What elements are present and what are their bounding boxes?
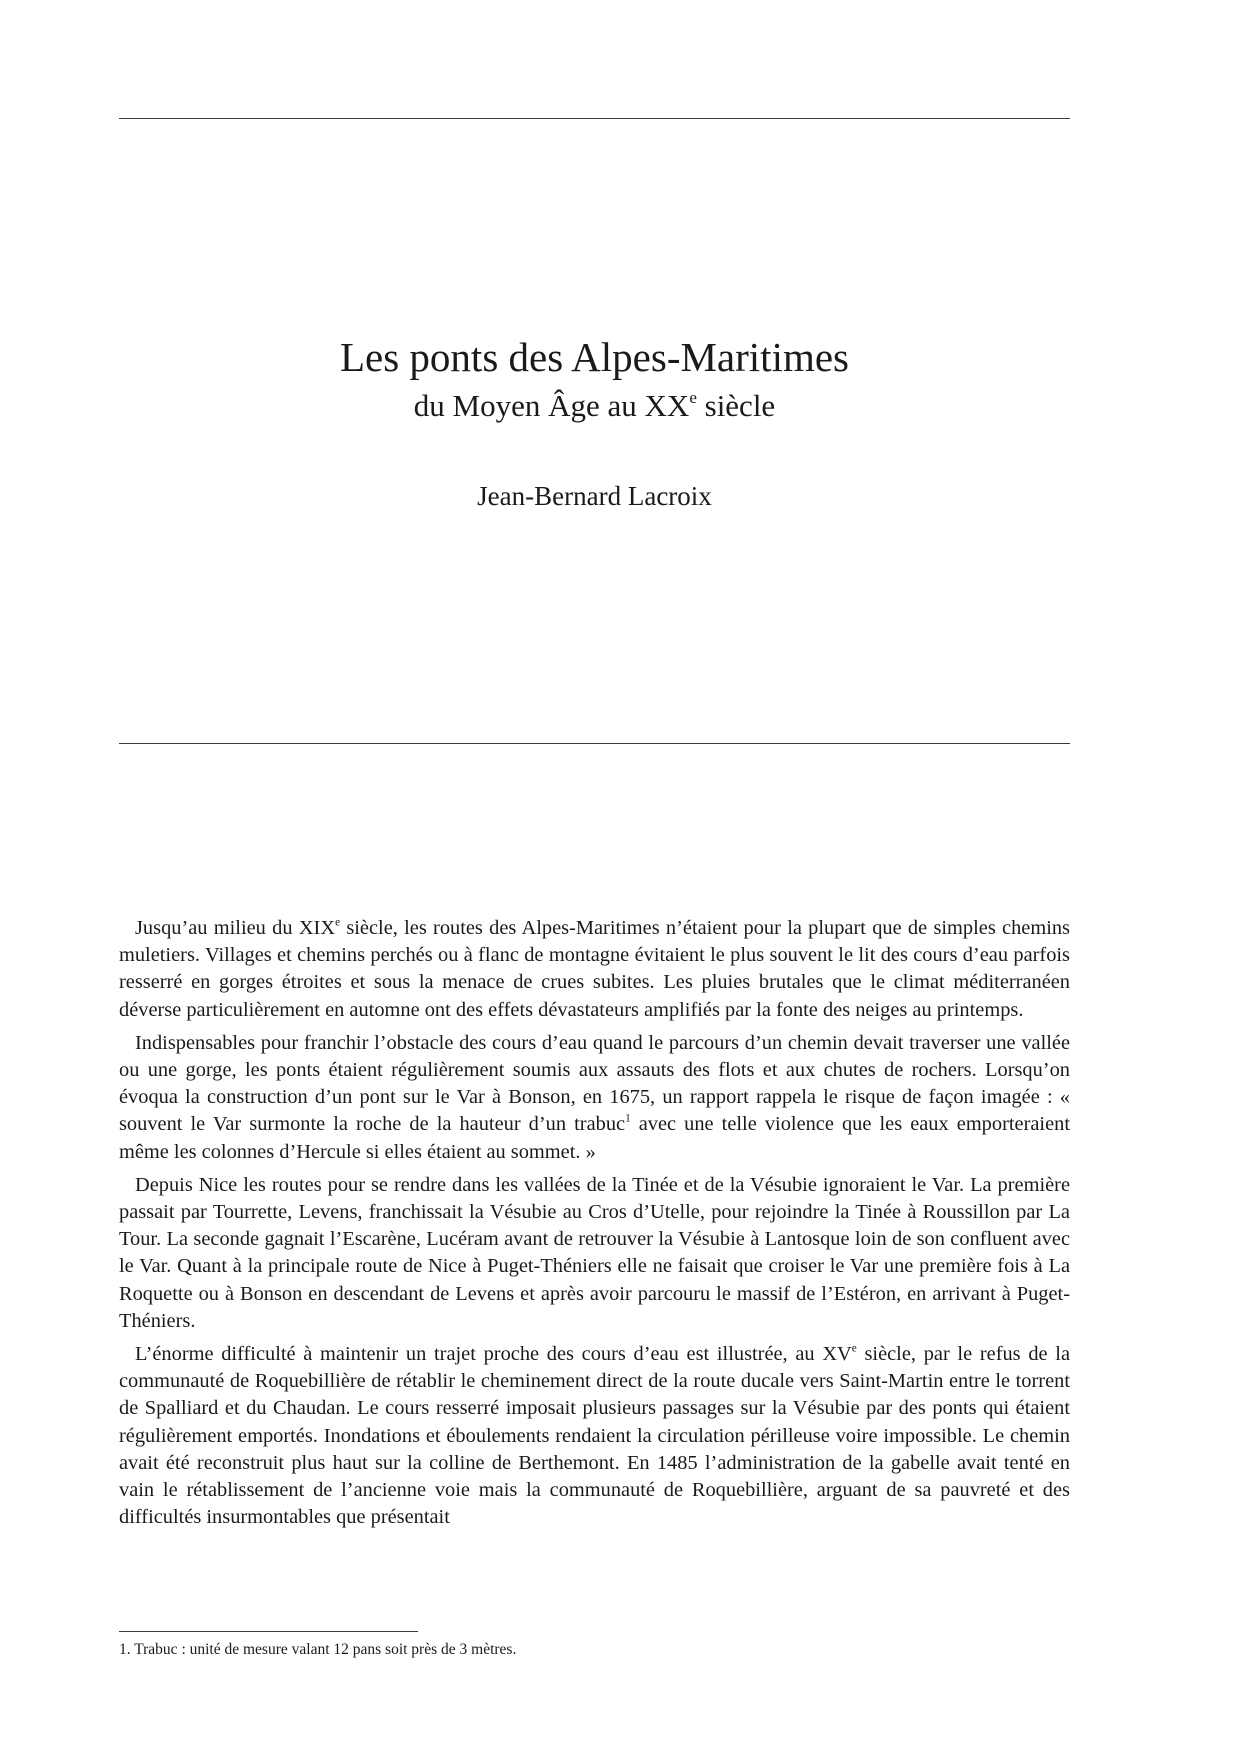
paragraph-2-text: Indispensables pour franchir l’obstacle des cours d’eau quand le parcours d’un chemin devait traverser une vallée ou une gorge, les ponts étaient régulièrement soumis aux assauts des flots et aux chutes de rochers. Lorsqu’on évoqua la construction d’un pont sur le Var à Bonson, en 1675, un rapport rappela le risque de façon imagée : « souvent le Var surmonte la roche de la hauteur d’un trabuc [119, 1031, 1070, 1136]
paragraph-1-text: Jusqu’au milieu du XIX [135, 917, 336, 939]
article-body [119, 915, 1070, 1537]
footnote-rule [119, 1631, 418, 1632]
century-superscript: e [335, 916, 341, 929]
paragraph-3: Depuis Nice les routes pour se rendre dans les vallées de la Tinée et de la Vésubie ignoraient le Var. La première passait par Tourrette, Levens, franchissait la Vésubie au Cros d’Utelle, pour rejoindre la Tinée à Roussillon par La Tour. La seconde gagnait l’Escarène, Lucéram avant de retrouver la Vésubie à Lantosque loin de son confluent avec le Var. Quant à la principale route de Nice à Puget-Théniers elle ne faisait que croiser le Var une première fois à La Roquette ou à Bonson en descendant de Levens et après avoir parcouru le massif de l’Estéron, en arrivant à Puget-Théniers. [119, 1173, 1070, 1332]
paragraph-1 [119, 915, 1070, 1024]
paragraph-4 [119, 1341, 1070, 1531]
footnote: 1. Trabuc : unité de mesure valant 12 pans soit près de 3 mètres. [119, 1641, 517, 1658]
paragraph-4-text: L’énorme difficulté à maintenir un trajet proche des cours d’eau est illustrée, au XV [135, 1343, 852, 1366]
author-name: Jean-Bernard Lacroix [477, 481, 712, 511]
paragraph-2-text-cont: avec une telle violence que les eaux emporteraient même les colonnes d’Hercule si elles étaient au sommet. » [119, 1113, 1070, 1163]
paragraph-1-text-cont: siècle, les routes des Alpes-Maritimes n’étaient pour la plupart que de simples chemins muletiers. Villages et chemins perchés ou à flanc de montagne évitaient le plus souvent le lit des cours d’eau parfois resserré en gorges étroites et sous la menace de crues subites. Les pluies brutales que le climat méditerranéen déverse particulièrement en automne ont des effets dévastateurs amplifiés par la fonte des neiges au printemps. [119, 917, 1070, 1021]
middle-rule [119, 743, 1070, 744]
paragraph-2 [119, 1030, 1070, 1166]
article-title: Les ponts des Alpes-Maritimes [339, 334, 850, 380]
subtitle-text: du Moyen Âge au XX [413, 388, 690, 423]
top-rule [119, 118, 1070, 119]
century-superscript: e [851, 1342, 857, 1355]
paragraph-4-text-cont: siècle, par le refus de la communauté de Roquebillière de rétablir le cheminement direct de la route ducale vers Saint-Martin entre le torrent de Spalliard et du Chaudan. Le cours resserré imposait plusieurs passages sur la Vésubie par des ponts qui étaient régulièrement emportés. Inondations et éboulements rendaient la circulation périlleuse voire impossible. Le chemin avait été reconstruit plus haut sur la colline de Berthemont. En 1485 l’administration de la gabelle avait tenté en vain le rétablissement de l’ancienne voie mais la communauté de Roquebillière, arguant de sa pauvreté et des difficultés insurmontables que présentait [119, 1343, 1070, 1529]
article-subtitle [119, 387, 1070, 425]
subtitle-text-end: siècle [696, 388, 776, 423]
footnote-marker: 1 [625, 1113, 631, 1126]
subtitle-superscript: e [689, 388, 697, 408]
